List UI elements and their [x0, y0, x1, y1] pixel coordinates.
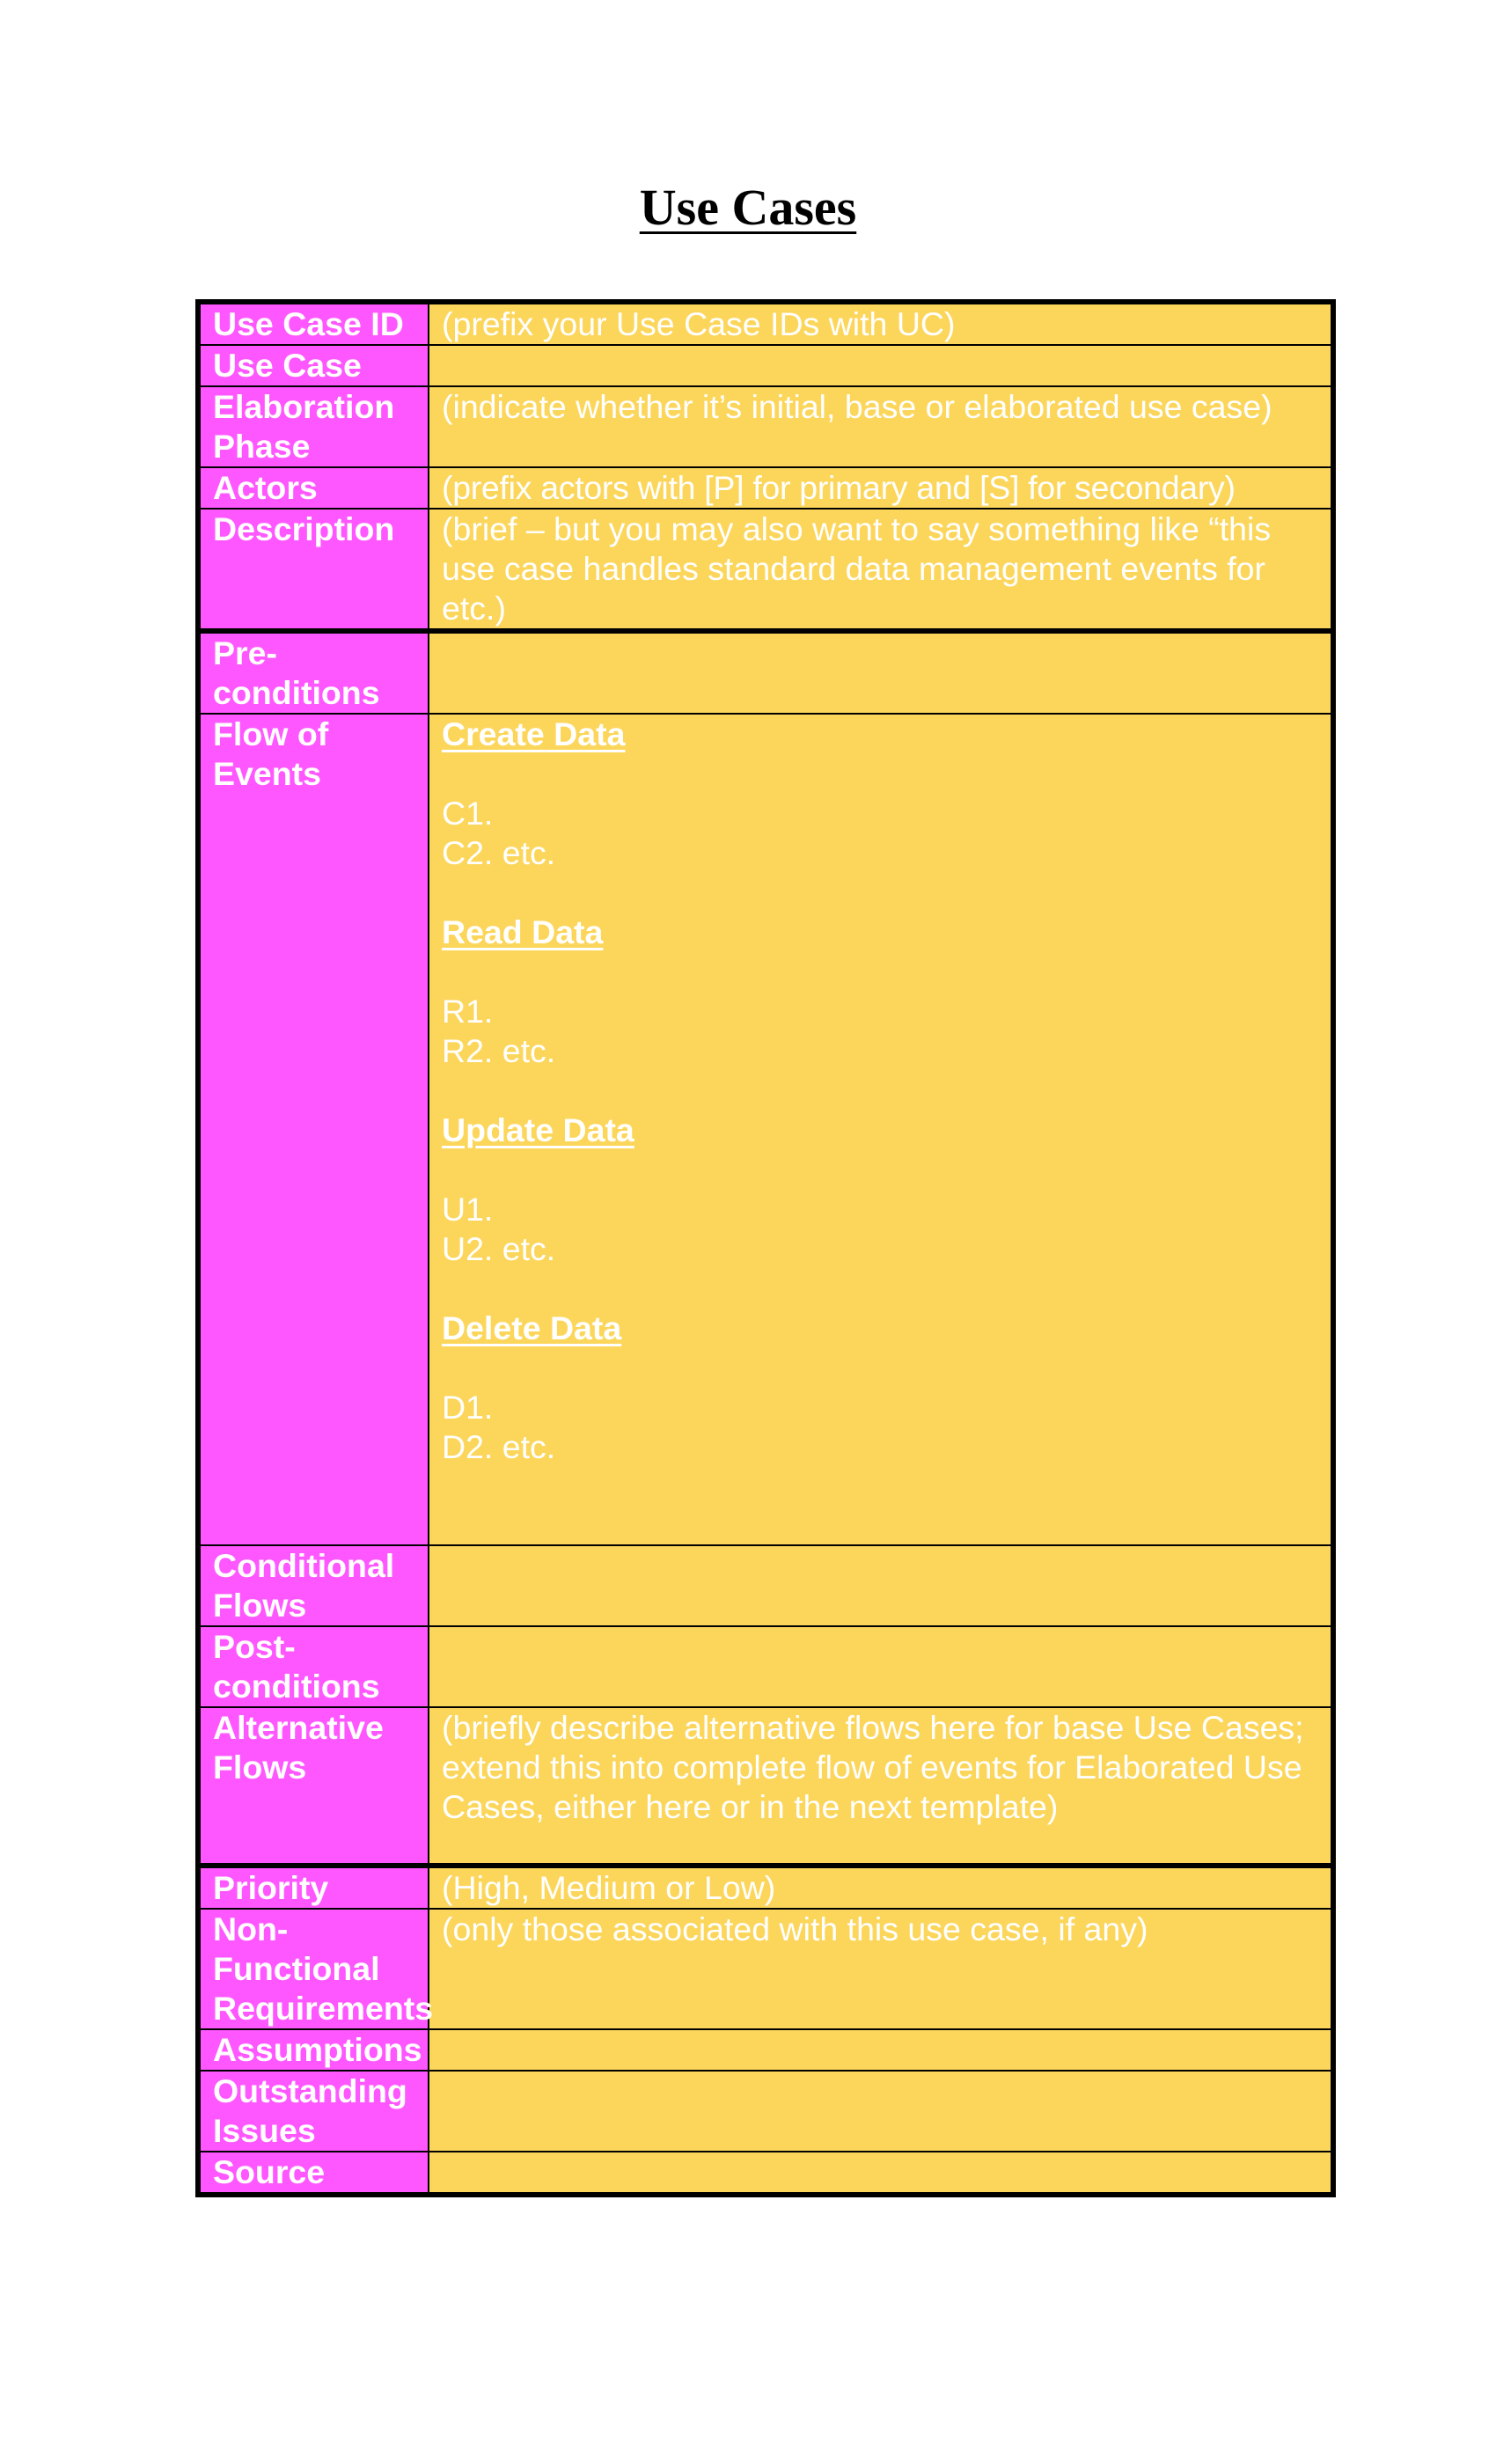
- label-description: Description: [198, 509, 429, 631]
- value-assumptions[interactable]: [429, 2029, 1333, 2071]
- flow-step: D2. etc.: [442, 1428, 556, 1465]
- value-elaboration-phase[interactable]: (indicate whether it’s initial, base or elaborated use case): [429, 386, 1333, 467]
- value-priority[interactable]: (High, Medium or Low): [429, 1866, 1333, 1909]
- row-pre-conditions: [198, 631, 1333, 714]
- value-pre-conditions[interactable]: [429, 631, 1333, 714]
- row-flow-of-events: [198, 714, 1333, 1545]
- row-post-conditions: [198, 1626, 1333, 1707]
- row-use-case-id: [198, 302, 1333, 345]
- label-priority: Priority: [198, 1866, 429, 1909]
- label-elaboration-phase: Elaboration Phase: [198, 386, 429, 467]
- row-actors: [198, 467, 1333, 509]
- label-use-case: Use Case: [198, 345, 429, 386]
- value-description[interactable]: (brief – but you may also want to say something like “this use case handles standard data management events for etc.): [429, 509, 1333, 631]
- flow-heading-delete: Delete Data: [442, 1309, 622, 1346]
- row-non-functional-requirements: [198, 1909, 1333, 2029]
- value-alternative-flows[interactable]: (briefly describe alternative flows here for base Use Cases; extend this into complete flow of events for Elaborated Use Cases, either here or in the next template): [429, 1707, 1333, 1866]
- value-use-case-id[interactable]: (prefix your Use Case IDs with UC): [429, 302, 1333, 345]
- value-post-conditions[interactable]: [429, 1626, 1333, 1707]
- row-description: [198, 509, 1333, 631]
- flow-step: C1.: [442, 795, 494, 832]
- value-outstanding-issues[interactable]: [429, 2071, 1333, 2152]
- value-conditional-flows[interactable]: [429, 1545, 1333, 1626]
- row-alternative-flows: [198, 1707, 1333, 1866]
- row-source: [198, 2152, 1333, 2195]
- value-flow-of-events[interactable]: [429, 714, 1333, 1545]
- row-conditional-flows: [198, 1545, 1333, 1626]
- flow-section-delete: [442, 1309, 1318, 1467]
- row-outstanding-issues: [198, 2071, 1333, 2152]
- row-use-case: [198, 345, 1333, 386]
- flow-section-read: [442, 913, 1318, 1111]
- flow-section-create: [442, 715, 1318, 913]
- row-assumptions: [198, 2029, 1333, 2071]
- flow-heading-read: Read Data: [442, 913, 604, 950]
- value-source[interactable]: [429, 2152, 1333, 2195]
- flow-step: R2. etc.: [442, 1032, 556, 1069]
- label-actors: Actors: [198, 467, 429, 509]
- label-pre-conditions: Pre- conditions: [198, 631, 429, 714]
- label-alternative-flows: Alternative Flows: [198, 1707, 429, 1866]
- flow-step: U2. etc.: [442, 1230, 556, 1267]
- value-non-functional-requirements[interactable]: (only those associated with this use case, if any): [429, 1909, 1333, 2029]
- label-conditional-flows: Conditional Flows: [198, 1545, 429, 1626]
- flow-step: R1.: [442, 993, 494, 1030]
- value-use-case[interactable]: [429, 345, 1333, 386]
- label-non-functional-requirements: Non- Functional Requirements: [198, 1909, 429, 2029]
- value-actors[interactable]: (prefix actors with [P] for primary and [S] for secondary): [429, 467, 1333, 509]
- page-title-text: Use Cases: [639, 179, 857, 236]
- flow-step: D1.: [442, 1389, 494, 1426]
- flow-step: U1.: [442, 1191, 494, 1228]
- flow-section-update: [442, 1111, 1318, 1309]
- flow-step: C2. etc.: [442, 834, 556, 871]
- page-title: [0, 172, 1496, 243]
- flow-heading-create: Create Data: [442, 715, 626, 752]
- label-assumptions: Assumptions: [198, 2029, 429, 2071]
- label-source: Source: [198, 2152, 429, 2195]
- label-use-case-id: Use Case ID: [198, 302, 429, 345]
- label-post-conditions: Post- conditions: [198, 1626, 429, 1707]
- row-priority: [198, 1866, 1333, 1909]
- label-flow-of-events: Flow of Events: [198, 714, 429, 1545]
- flow-heading-update: Update Data: [442, 1111, 634, 1148]
- row-elaboration-phase: [198, 386, 1333, 467]
- label-outstanding-issues: Outstanding Issues: [198, 2071, 429, 2152]
- use-case-table: [195, 299, 1336, 2197]
